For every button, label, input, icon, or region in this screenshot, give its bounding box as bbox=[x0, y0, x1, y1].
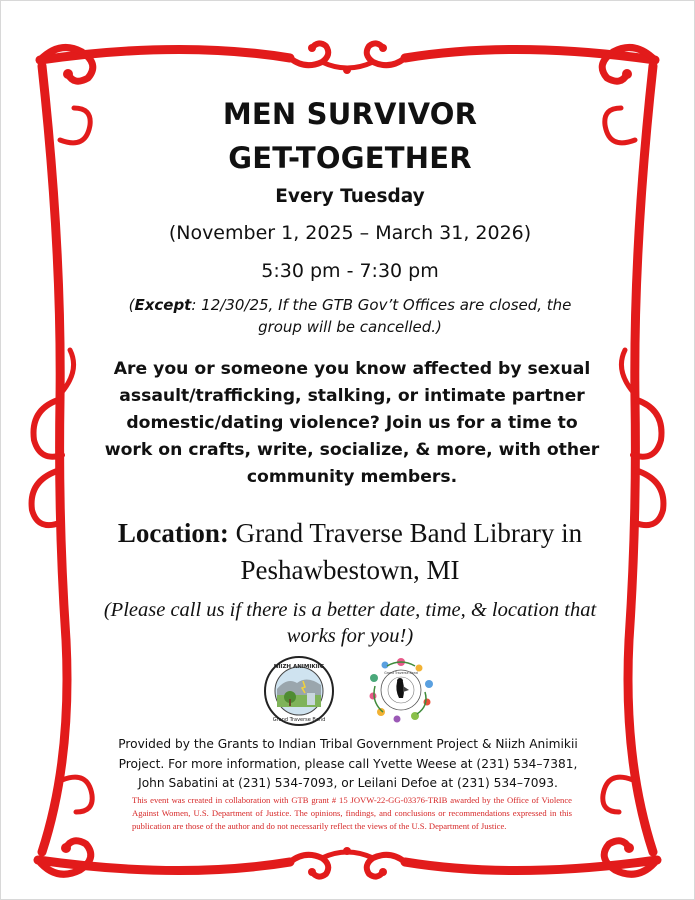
exception-text: : 12/30/25, If the GTB Gov’t Offices are closed, the group will be cancelled.) bbox=[191, 296, 572, 336]
location-label: Location: bbox=[117, 518, 229, 548]
niizh-animikiig-logo bbox=[263, 655, 335, 727]
svg-text:NIIZH ANIMIKIIG: NIIZH ANIMIKIIG bbox=[273, 664, 325, 670]
date-range: (November 1, 2025 – March 31, 2026) bbox=[168, 222, 532, 244]
svg-text:Grand Traverse Band: Grand Traverse Band bbox=[272, 717, 326, 723]
frequency: Every Tuesday bbox=[275, 186, 425, 207]
logo-row bbox=[0, 655, 695, 735]
description: Are you or someone you know affected by sexual assault/trafficking, stalking, or intimate partner domestic/dating violence? Join us for a time to work on crafts, write, socialize, & more, with other community members. bbox=[104, 359, 600, 487]
grant-disclaimer: This event was created in collaboration with GTB grant # 15 JOVW-22-GG-03376-TRIB awarded by the Office of Violence Against Women, U.S. Department of Justice. The opinions, findings, and conclusions or recommendations expressed in this publication are those of the author and do not necessarily reflect the views of the U.S. Department of Justice. bbox=[132, 795, 572, 831]
event-time: 5:30 pm - 7:30 pm bbox=[261, 260, 439, 282]
svg-text:Grand Traverse Band: Grand Traverse Band bbox=[384, 671, 418, 675]
call-note: (Please call us if there is a better date, time, & location that works for you!) bbox=[103, 599, 597, 647]
flyer-content bbox=[103, 92, 600, 649]
exception-note bbox=[110, 294, 590, 338]
provided-by-text: Provided by the Grants to Indian Tribal Government Project & Niizh Animikii Project. For more information, please call Yvette Weese at (231) 534–7381, John Sabatini at (231) 534-7093, or Leilani Defoe at (231) 534–7093. bbox=[118, 737, 578, 790]
location bbox=[110, 515, 590, 589]
location-value: Grand Traverse Band Library in Peshawbestown, MI bbox=[228, 518, 583, 585]
title-line-1: MEN SURVIVOR bbox=[222, 97, 478, 131]
exception-prefix: ( bbox=[128, 296, 135, 314]
title-line-2: GET-TOGETHER bbox=[228, 141, 472, 175]
grand-traverse-band-floral-logo bbox=[367, 656, 435, 724]
exception-label: Except bbox=[134, 296, 192, 314]
